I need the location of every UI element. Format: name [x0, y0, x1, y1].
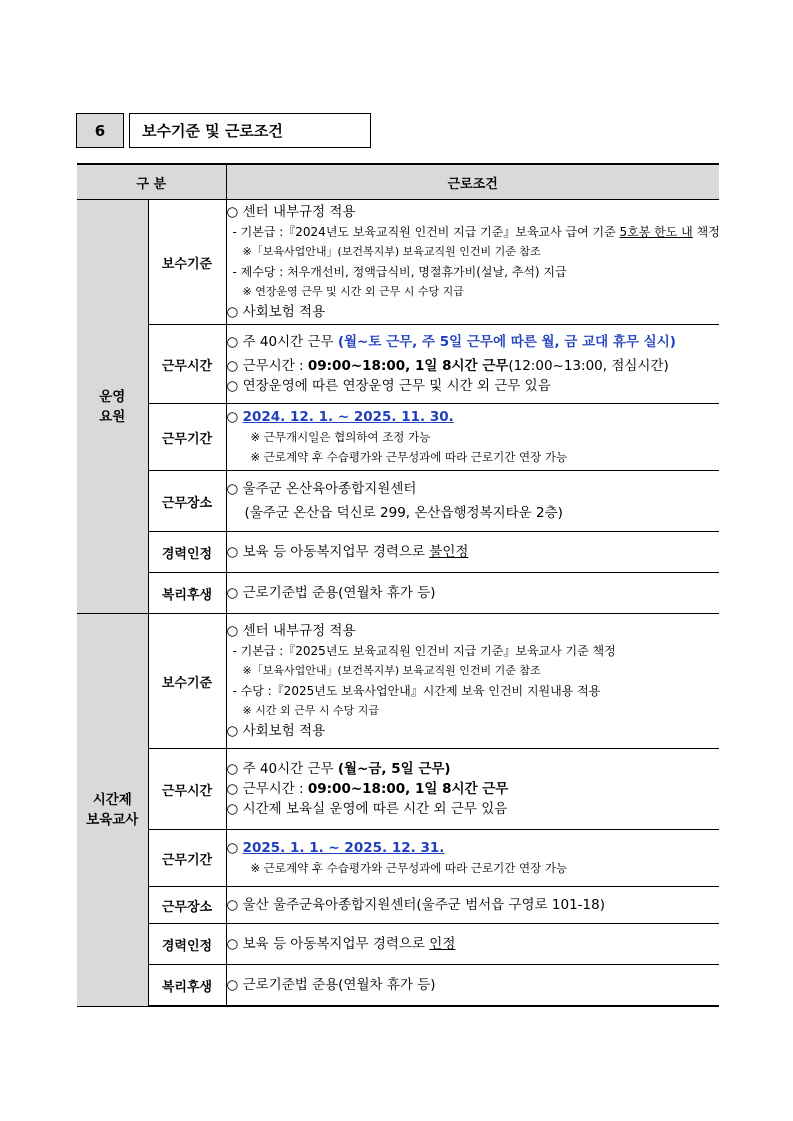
row-label-hours: 근무시간 — [148, 325, 226, 404]
section-number: 6 — [76, 113, 124, 148]
row-label-period: 근무기간 — [148, 830, 226, 887]
row-label-hours: 근무시간 — [148, 749, 226, 830]
row-label-period: 근무기간 — [148, 404, 226, 471]
row-content-place: ○ 울산 울주군육아종합지원센터(울주군 범서읍 구영로 101-18) — [226, 887, 719, 924]
table-row — [77, 830, 719, 887]
group-label-parttime-teacher: 시간제 보육교사 — [77, 614, 148, 1007]
table-row — [77, 573, 719, 614]
row-content-period: ○ 2025. 1. 1. ~ 2025. 12. 31. ※ 근로계약 후 수습평가와 근무성과에 따라 근로기간 연장 가능 — [226, 830, 719, 887]
table-row — [77, 325, 719, 404]
row-content-pay: ○ 센터 내부규정 적용 - 기본급 :『2025년도 보육교직원 인건비 지급 기준』보육교사 기준 책정 ※「보육사업안내」(보건복지부) 보육교직원 인건비 기준 참조 - 수당 :『2025년도 보육사업안내』시간제 보육 인건비 지원내용 적용 ※ 시간 외 근무 시 수당 지급 ○ 사회보험 적용 — [226, 614, 719, 749]
group-label-operating-staff: 운영 요원 — [77, 200, 148, 614]
row-content-welfare: ○ 근로기준법 준용(연월차 휴가 등) — [226, 965, 719, 1007]
table-row — [77, 965, 719, 1007]
row-content-career: ○ 보육 등 아동복지업무 경력으로 불인정 — [226, 532, 719, 573]
section-header — [76, 113, 371, 148]
section-title: 보수기준 및 근로조건 — [129, 113, 371, 148]
table-row — [77, 200, 719, 325]
row-content-hours: ○ 주 40시간 근무 (월~금, 5일 근무) ○ 근무시간 : 09:00~18:00, 1일 8시간 근무 ○ 시간제 보육실 운영에 따른 시간 외 근무 있음 — [226, 749, 719, 830]
row-content-place: ○ 울주군 온산육아종합지원센터 (울주군 온산읍 덕신로 299, 온산읍행정복지타운 2층) — [226, 471, 719, 532]
row-label-welfare: 복리후생 — [148, 965, 226, 1007]
table-row — [77, 614, 719, 749]
header-condition: 근로조건 — [226, 164, 719, 200]
working-conditions-table — [77, 163, 719, 1007]
row-content-period: ○ 2024. 12. 1. ~ 2025. 11. 30. ※ 근무개시일은 협의하여 조정 가능 ※ 근로계약 후 수습평가와 근무성과에 따라 근로기간 연장 가능 — [226, 404, 719, 471]
table-header-row — [77, 164, 719, 200]
row-label-career: 경력인정 — [148, 532, 226, 573]
table-row — [77, 532, 719, 573]
row-label-place: 근무장소 — [148, 887, 226, 924]
row-label-career: 경력인정 — [148, 924, 226, 965]
row-content-pay: ○ 센터 내부규정 적용 - 기본급 :『2024년도 보육교직원 인건비 지급 기준』보육교사 급여 기준 5호봉 한도 내 책정 ※「보육사업안내」(보건복지부) 보육교직원 인건비 기준 참조 - 제수당 : 처우개선비, 정액급식비, 명절휴가비(설날, 추석) 지급 ※ 연장운영 근무 및 시간 외 근무 시 수당 지급 ○ 사회보험 적용 — [226, 200, 719, 325]
table-row — [77, 749, 719, 830]
row-label-place: 근무장소 — [148, 471, 226, 532]
row-label-pay: 보수기준 — [148, 200, 226, 325]
row-content-welfare: ○ 근로기준법 준용(연월차 휴가 등) — [226, 573, 719, 614]
row-content-career: ○ 보육 등 아동복지업무 경력으로 인정 — [226, 924, 719, 965]
table-row — [77, 471, 719, 532]
row-label-pay: 보수기준 — [148, 614, 226, 749]
table-row — [77, 887, 719, 924]
row-content-hours: ○ 주 40시간 근무 (월~토 근무, 주 5일 근무에 따른 월, 금 교대 휴무 실시) ○ 근무시간 : 09:00~18:00, 1일 8시간 근무(12:00~13:00, 점심시간) ○ 연장운영에 따른 연장운영 근무 및 시간 외 근무 있음 — [226, 325, 719, 404]
table-row — [77, 924, 719, 965]
header-category: 구 분 — [77, 164, 226, 200]
row-label-welfare: 복리후생 — [148, 573, 226, 614]
table-row — [77, 404, 719, 471]
